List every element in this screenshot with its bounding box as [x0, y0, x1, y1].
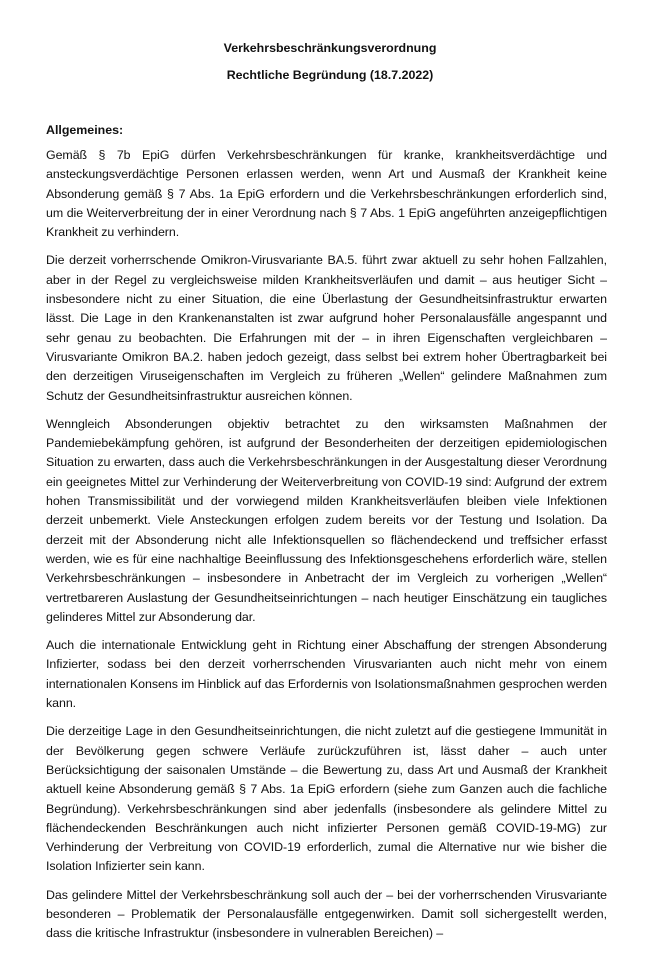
paragraph: Das gelindere Mittel der Verkehrsbeschränkung soll auch der – bei der vorherrschenden Virusvariante besonderen – Problematik der Personalausfälle entgegenwirken. Damit soll sichergestellt werden, dass die kritische Infrastruktur (insbesondere in vulnerablen Bereichen) –	[46, 887, 607, 941]
section-heading: Allgemeines:	[46, 123, 124, 137]
paragraph: Wenngleich Absonderungen objektiv betrachtet zu den wirksamsten Maßnahmen der Pandemiebekämpfung gehören, ist aufgrund der Besonderheiten der derzeitigen epidemiologischen Situation zu erwarten, dass auch die Verkehrsbeschränkungen in der Ausgestaltung dieser Verordnung ein geeignetes Mittel zur Verhinderung der Weiterverbreitung von COVID-19 sind: Aufgrund der extrem hohen Transmissibilität und der vorwiegend milden Krankheitsverläufen bleiben viele Infektionen derzeit unbemerkt. Viele Ansteckungen erfolgen zudem bereits vor der Testung und Isolation. Da derzeit mit der Absonderung nicht alle Infektionsquellen so flächendeckend und treffsicher erfasst werden, wie es für eine nachhaltige Beeinflussung des Infektionsgeschehens erforderlich wäre, stellen Verkehrsbeschränkungen – insbesondere in Anbetracht der im Vergleich zu vorherigen „Wellen“ vertretbareren Auslastung der Gesundheitseinrichtungen – nach heutiger Einschätzung ein taugliches gelinderes Mittel zur Absonderung dar.	[46, 416, 607, 624]
paragraph: Die derzeitige Lage in den Gesundheitseinrichtungen, die nicht zuletzt auf die gestiegene Immunität in der Bevölkerung gegen schwere Verläufe zurückzuführen ist, lässt daher – auch unter Berücksichtigung der saisonalen Umstände – die Bewertung zu, dass Art und Ausmaß der Krankheit aktuell keine Absonderung gemäß § 7 Abs. 1a EpiG erfordern (siehe zum Ganzen auch die fachliche Begründung). Verkehrsbeschränkungen sind aber jedenfalls (insbesondere als gelindere Mittel zu flächendeckenden Beschränkungen auch nicht infizierter Personen gemäß COVID-19-MG) zur Verhinderung der Verbreitung von COVID-19 erforderlich, zumal die Alternative nur wie bisher die Isolation Infizierter sein kann.	[46, 724, 607, 874]
paragraph: Gemäß § 7b EpiG dürfen Verkehrsbeschränkungen für kranke, krankheitsverdächtige und ansteckungsverdächtige Personen erlassen werden, wenn Art und Ausmaß der Krankheit keine Absonderung gemäß § 7 Abs. 1a EpiG erfordern und die Verkehrsbeschränkungen erforderlich sind, um die Weiterverbreitung der in einer Verordnung nach § 7 Abs. 1 EpiG angeführten anzeigepflichtigen Krankheit zu verhindern.	[46, 148, 607, 240]
paragraph: Auch die internationale Entwicklung geht in Richtung einer Abschaffung der strengen Absonderung Infizierter, sodass bei den derzeit vorherrschenden Virusvarianten auch nicht mehr von einem internationalen Konsens im Hinblick auf das Erfordernis von Isolationsmaßnahmen gesprochen werden kann.	[46, 638, 607, 711]
document-title: Verkehrsbeschränkungsverordnung	[223, 41, 437, 55]
paragraph: Die derzeit vorherrschende Omikron-Virusvariante BA.5. führt zwar aktuell zu sehr hohen Fallzahlen, aber in der Regel zu vergleichsweise milden Krankheitsverläufen und damit – aus heutiger Sicht – insbesondere nicht zu einer Situation, die eine Überlastung der Gesundheitsinfrastruktur erwarten lässt. Die Lage in den Krankenanstalten ist zwar aufgrund hoher Personalausfälle angespannt und sehr genau zu beobachten. Die Erfahrungen mit der – in ihren Eigenschaften vergleichbaren – Virusvariante Omikron BA.2. haben jedoch gezeigt, dass selbst bei extrem hoher Übertragbarkeit bei den derzeitigen Viruseigenschaften im Vergleich zu früheren „Wellen“ gelindere Maßnahmen zum Schutz der Gesundheitsinfrastruktur ausreichen können.	[46, 253, 607, 403]
document-body	[46, 146, 607, 953]
document-subtitle: Rechtliche Begründung (18.7.2022)	[226, 68, 434, 82]
